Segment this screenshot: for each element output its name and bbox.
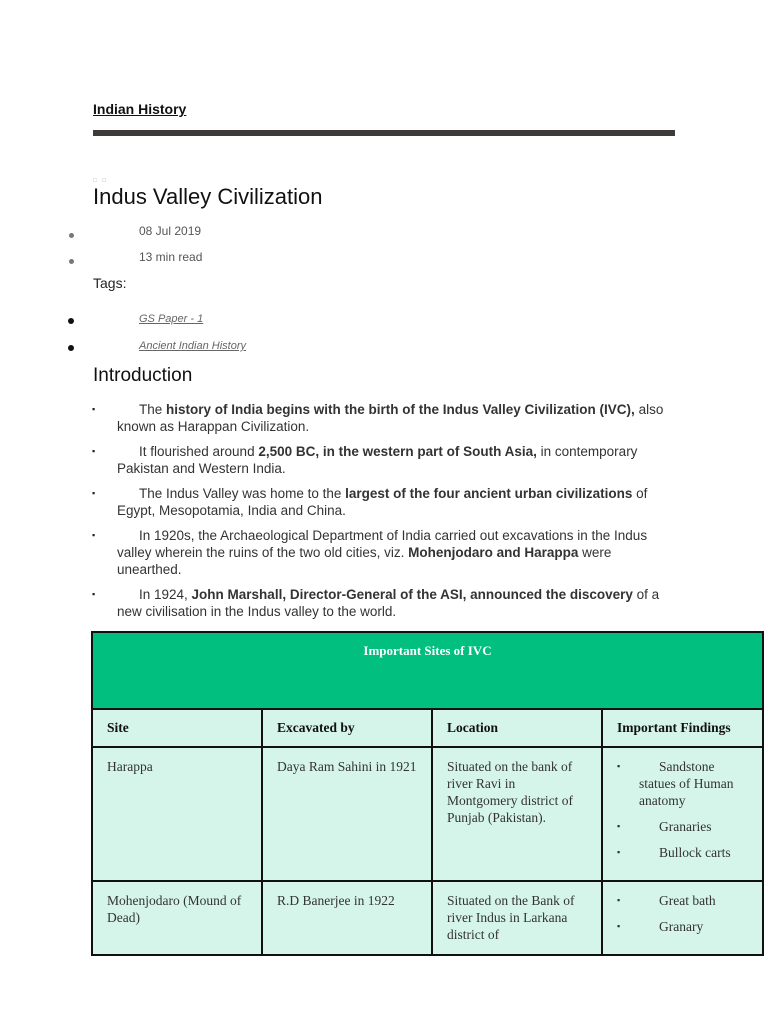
bullet-dot — [69, 259, 74, 264]
bullet-dot — [69, 233, 74, 238]
table-row — [92, 747, 763, 881]
section-heading-introduction: Introduction — [93, 365, 193, 386]
table-title: Important Sites of IVC — [92, 632, 763, 709]
bold-text: John Marshall, Director-General of the ASI, announced the discovery — [191, 587, 633, 602]
column-header-findings: Important Findings — [602, 709, 763, 747]
text-run: The — [139, 402, 167, 417]
bold-text: 2,500 BC, in the western part of South Asia, — [258, 444, 537, 459]
header-divider — [93, 130, 675, 136]
finding-item: ▪ Bullock carts — [617, 844, 748, 861]
findings-cell — [602, 881, 763, 955]
finding-item: ▪ Sandstone statues of Human anatomy — [617, 758, 748, 809]
bold-text: largest of the four ancient urban civilizations — [345, 486, 633, 501]
finding-item: ▪ Granaries — [617, 818, 748, 835]
column-header-location: Location — [432, 709, 602, 747]
bold-text: history of India begins with the birth of the Indus Valley Civilization (IVC), — [166, 402, 635, 417]
page-title: Indus Valley Civilization — [93, 184, 323, 209]
tags-label: Tags: — [93, 275, 127, 291]
text-run: of a new civilisation in the Indus valley to the world. — [117, 587, 660, 619]
introduction-bullet — [117, 527, 677, 578]
text-run: In 1924, — [139, 587, 192, 602]
bold-text: Mohenjodaro and Harappa — [408, 545, 579, 560]
introduction-bullet — [117, 401, 677, 435]
site-cell: Mohenjodaro (Mound of Dead) — [92, 881, 262, 955]
column-header-site: Site — [92, 709, 262, 747]
section-link-indian-history[interactable]: Indian History — [93, 101, 187, 117]
text-run: were unearthed. — [117, 545, 612, 577]
location-cell: Situated on the Bank of river Indus in Larkana district of — [432, 881, 602, 955]
tag-link-gs-paper-1[interactable]: GS Paper - 1 — [139, 313, 204, 325]
text-run: It flourished around — [139, 444, 259, 459]
findings-cell — [602, 747, 763, 881]
text-run: also known as Harappan Civilization. — [117, 402, 664, 434]
tag-link-ancient-indian-history[interactable]: Ancient Indian History — [139, 340, 246, 352]
introduction-list — [117, 401, 677, 628]
introduction-bullet — [117, 586, 677, 620]
bullet-dot — [68, 318, 74, 324]
read-time: 13 min read — [139, 250, 203, 264]
ivc-sites-table — [91, 631, 764, 956]
text-run: of Egypt, Mesopotamia, India and China. — [117, 486, 648, 518]
site-cell: Harappa — [92, 747, 262, 881]
table-row — [92, 881, 763, 955]
excavated-by-cell: R.D Banerjee in 1922 — [262, 881, 432, 955]
publish-date: 08 Jul 2019 — [139, 224, 202, 238]
excavated-by-cell: Daya Ram Sahini in 1921 — [262, 747, 432, 881]
introduction-bullet — [117, 443, 677, 477]
column-header-excavated-by: Excavated by — [262, 709, 432, 747]
finding-item: ▪ Granary — [617, 918, 748, 935]
text-run: The Indus Valley was home to the — [139, 486, 346, 501]
text-run: in contemporary Pakistan and Western India. — [117, 444, 638, 476]
finding-item: ▪ Great bath — [617, 892, 748, 909]
location-cell: Situated on the bank of river Ravi in Montgomery district of Punjab (Pakistan). — [432, 747, 602, 881]
introduction-bullet — [117, 485, 677, 519]
tiny-marker: □ □ — [93, 178, 108, 184]
bullet-dot — [68, 345, 74, 351]
text-run: In 1920s, the Archaeological Department of India carried out excavations in the Indus valley wherein the ruins of the two old cities, viz. — [117, 528, 648, 560]
